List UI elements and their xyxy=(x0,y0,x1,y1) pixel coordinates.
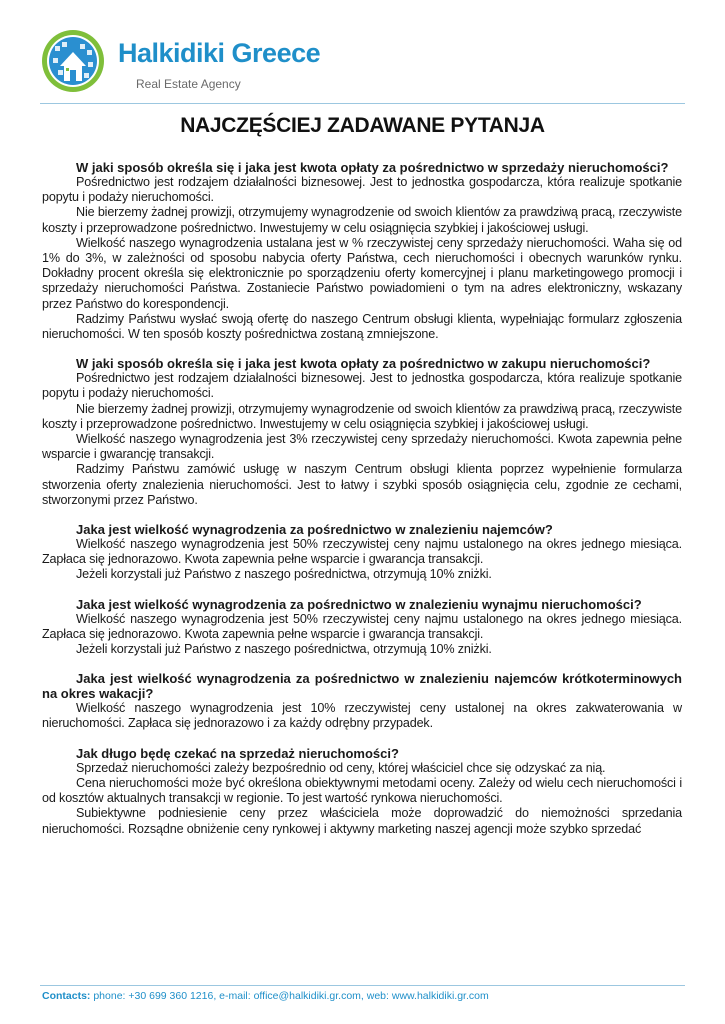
faq-paragraph: Wielkość naszego wynagrodzenia jest 50% rzeczywistej ceny najmu ustalonego na okres jednego miesiąca. Zapłaca się jednorazowo. Kwota zapewnia pełne wsparcie i gwarancja transakcji. xyxy=(42,611,682,641)
faq-question: W jaki sposób określa się i jaka jest kwota opłaty za pośrednictwo w sprzedaży nieruchomości? xyxy=(76,160,669,175)
footer-divider xyxy=(40,985,685,986)
brand-subtitle: Real Estate Agency xyxy=(136,77,241,91)
faq-section-sale-fee xyxy=(42,160,682,342)
faq-paragraph: Wielkość naszego wynagrodzenia jest 10% rzeczywistej ceny ustalonej na okres zakwaterowania w nieruchomości. Zapłaca się jednorazowo i za każdy odrębny przypadek. xyxy=(42,701,682,731)
faq-paragraph: Nie bierzemy żadnej prowizji, otrzymujemy wynagrodzenie od swoich klientów za prawdziwą pracą, rzeczywiste koszty i przeprowadzone pośrednictwo. Inwestujemy w celu osiągnięcia szybkiej i jakościowej usługi. xyxy=(42,205,682,235)
footer-contacts xyxy=(42,990,687,1002)
faq-section-rental-fee xyxy=(42,597,682,658)
faq-question: Jaka jest wielkość wynagrodzenia za pośrednictwo w znalezieniu najemców? xyxy=(76,522,553,538)
faq-question: Jaka jest wielkość wynagrodzenia za pośrednictwo w znalezieniu wynajmu nieruchomości? xyxy=(76,596,642,612)
faq-question: Jaka jest wielkość wynagrodzenia za pośrednictwo w znalezieniu najemców krótkoterminowych na okres wakacji? xyxy=(42,671,682,702)
header xyxy=(40,28,685,108)
faq-section-tenants-fee xyxy=(42,522,682,583)
faq-paragraph: Pośrednictwo jest rodzajem działalności biznesowej. Jest to jednostka gospodarcza, która realizuje spotkanie popytu i podaży nieruchomości. xyxy=(42,371,682,401)
faq-paragraph: Wielkość naszego wynagrodzenia ustalana jest w % rzeczywistej ceny sprzedaży nieruchomości. Waha się od 1% do 3%, w zależności od sposobu nabycia oferty Państwa, cech nieruchomości i obecnych warunków rynku. Dokładny procent określa się elektronicznie po sporządzeniu oferty komercyjnej i planu marketingowego promocji i sprzedaży nieruchomości Państwa. Zostaniecie Państwo powiadomieni o tym na adres elektroniczny, wskazany przez Państwo do korespondencji. xyxy=(42,235,682,311)
faq-paragraph: Wielkość naszego wynagrodzenia jest 3% rzeczywistej ceny sprzedaży nieruchomości. Kwota zapewnia pełne wsparcie i gwarancję transakcji. xyxy=(42,432,682,462)
faq-paragraph: Radzimy Państwu wysłać swoją ofertę do naszego Centrum obsługi klienta, wypełniając formularz zgłoszenia nieruchomości. W ten sposób koszty pośrednictwa zostaną zmniejszone. xyxy=(42,311,682,342)
faq-paragraph: Nie bierzemy żadnej prowizji, otrzymujemy wynagrodzenie od swoich klientów za prawdziwą pracą, rzeczywiste koszty i przeprowadzone pośrednictwo. Inwestujemy w celu osiągnięcia szybkiej i jakościowej usługi. xyxy=(42,401,682,431)
brand-name: Halkidiki Greece xyxy=(118,38,321,68)
faq-question: Jak długo będę czekać na sprzedaż nieruchomości? xyxy=(76,745,399,761)
faq-paragraph: Subiektywne podniesienie ceny przez właściciela może doprowadzić do niemożności sprzedania nieruchomości. Rozsądne obniżenie ceny rynkowej i aktywny marketing naszej agencji może szybko sprzedać xyxy=(42,806,682,836)
faq-paragraph: Radzimy Państwu zamówić usługę w naszym Centrum obsługi klienta poprzez wypełnienie formularza stworzenia oferty znalezienia nieruchomości. Jest to łatwy i szybki sposób osiągnięcia celu, zgodnie ze cechami, stworzonymi przez Państwo. xyxy=(42,462,682,507)
faq-paragraph: Pośrednictwo jest rodzajem działalności biznesowej. Jest to jednostka gospodarcza, która realizuje spotkanie popytu i podaży nieruchomości. xyxy=(42,175,682,205)
faq-section-sale-duration xyxy=(42,746,682,837)
faq-question: W jaki sposób określa się i jaka jest kwota opłaty za pośrednictwo w zakupu nieruchomości? xyxy=(76,356,651,372)
faq-paragraph: Cena nieruchomości może być określona obiektywnymi metodami oceny. Zależy od wielu cech nieruchomości i od kosztów aktualnych transakcji w regionie. To jest wartość rynkowa nieruchomości. xyxy=(42,775,682,806)
faq-paragraph: Sprzedaż nieruchomości zależy bezpośrednio od ceny, której właściciel chce się odzyskać za nią. xyxy=(76,760,606,775)
faq-paragraph: Jeżeli korzystali już Państwo z naszego pośrednictwa, otrzymują 10% zniżki. xyxy=(76,567,492,582)
footer-contacts-text: phone: +30 699 360 1216, e-mail: office@halkidiki.gr.com, web: www.halkidiki.gr.com xyxy=(90,990,489,1002)
header-divider xyxy=(40,103,685,104)
faq-section-purchase-fee xyxy=(42,356,682,508)
house-mosaic-logo-icon xyxy=(40,28,106,94)
faq-section-short-term-fee xyxy=(42,671,682,731)
page-title: NAJCZĘŚCIEJ ZADAWANE PYTANJA xyxy=(180,114,545,137)
faq-paragraph: Wielkość naszego wynagrodzenia jest 50% rzeczywistej ceny najmu ustalonego na okres jednego miesiąca. Zapłaca się jednorazowo. Kwota zapewnia pełne wsparcie i gwarancja transakcji. xyxy=(42,537,682,567)
faq-content xyxy=(42,160,682,851)
footer-contacts-label: Contacts: xyxy=(42,990,91,1002)
faq-paragraph: Jeżeli korzystali już Państwo z naszego pośrednictwa, otrzymują 10% zniżki. xyxy=(76,642,492,657)
